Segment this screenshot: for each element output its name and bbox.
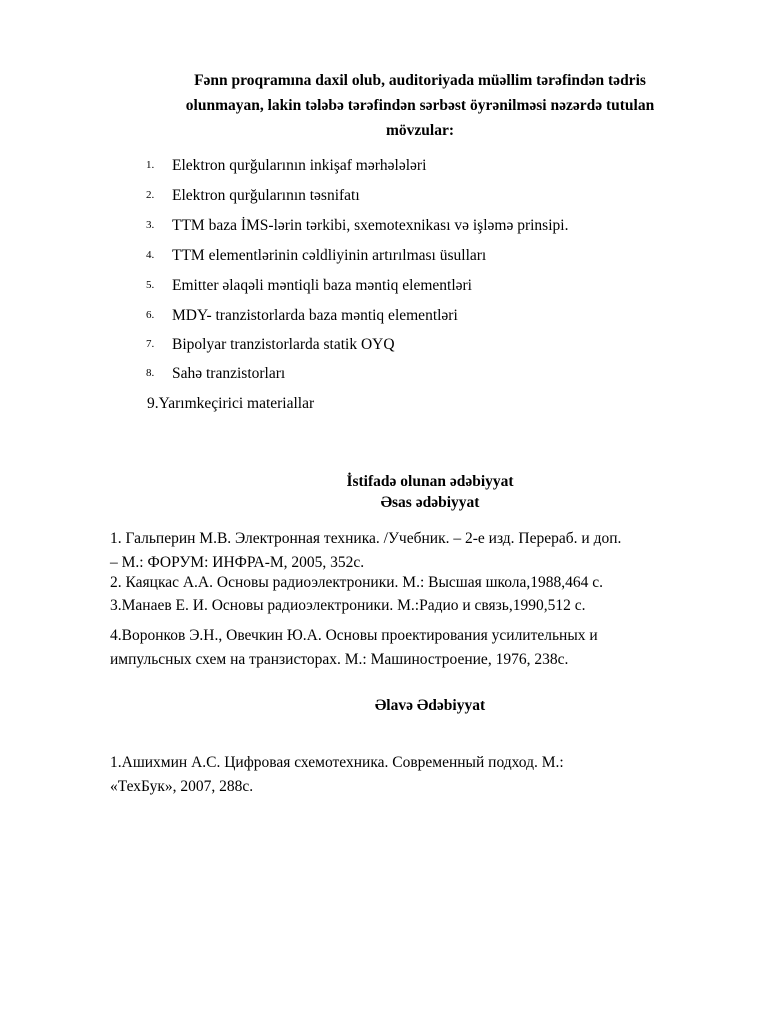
reference-line: 1. Гальперин М.В. Электронная техника. /Учебник. – 2-е изд. Перераб. и доп. (110, 530, 622, 547)
list-text: MDY- tranzistorlarda baza məntiq elementləri (172, 307, 458, 324)
reference-line: 3.Манаев Е. И. Основы радиоэлектроники. М.:Радио и связь,1990,512 с. (110, 597, 586, 614)
list-text: Emitter əlaqəli məntiqli baza məntiq elementləri (172, 277, 472, 294)
reference-item (110, 624, 714, 672)
list-number: 2. (146, 189, 155, 201)
reference-item (110, 594, 714, 618)
reference-line: импульсных схем на транзисторах. М.: Машиностроение, 1976, 238с. (110, 651, 569, 668)
reference-line: 4.Воронков Э.Н., Овечкин Ю.А. Основы проектирования усилительных и (110, 627, 598, 644)
reference-item (110, 527, 714, 575)
title-line: olunmayan, lakin tələbə tərəfindən sərbəst öyrənilməsi nəzərdə tutulan (185, 97, 655, 114)
list-text: 9.Yarımkeçirici materiallar (147, 395, 315, 412)
list-text: Elektron qurğularının təsnifatı (172, 187, 360, 204)
reference-line: «ТехБук», 2007, 288с. (110, 778, 254, 795)
title-line: mövzular: (385, 122, 454, 139)
literature-heading: İstifadə olunan ədəbiyyat (346, 473, 514, 490)
list-text: Sahə tranzistorları (172, 365, 286, 382)
list-text: Elektron qurğularının inkişaf mərhələləri (172, 157, 427, 174)
title-line: Fənn proqramına daxil olub, auditoriyada müəllim tərəfindən tədris (194, 72, 646, 89)
list-number: 1. (146, 159, 155, 171)
reference-item (110, 751, 714, 799)
main-literature-heading: Əsas ədəbiyyat (380, 494, 480, 511)
additional-literature-heading: Əlavə Ədəbiyyat (374, 697, 486, 714)
page-title (110, 68, 730, 143)
list-text: TTM elementlərinin cəldliyinin artırılması üsulları (172, 247, 487, 264)
list-number: 5. (146, 279, 155, 291)
list-number: 3. (146, 219, 155, 231)
reference-item (110, 571, 714, 595)
list-number: 7. (146, 338, 155, 350)
list-number: 4. (146, 249, 155, 261)
list-number: 8. (146, 367, 155, 379)
reference-line: 2. Каяцкас А.А. Основы радиоэлектроники. М.: Высшая школа,1988,464 с. (110, 574, 604, 591)
reference-line: 1.Ашихмин А.С. Цифровая схемотехника. Современный подход. М.: (110, 754, 564, 771)
reference-line: – М.: ФОРУМ: ИНФРА-М, 2005, 352с. (110, 554, 365, 571)
list-text: Bipolyar tranzistorlarda statik OYQ (172, 336, 395, 353)
list-text: TTM baza İMS-lərin tərkibi, sxemotexnikası və işləmə prinsipi. (172, 217, 569, 234)
list-number: 6. (146, 309, 155, 321)
